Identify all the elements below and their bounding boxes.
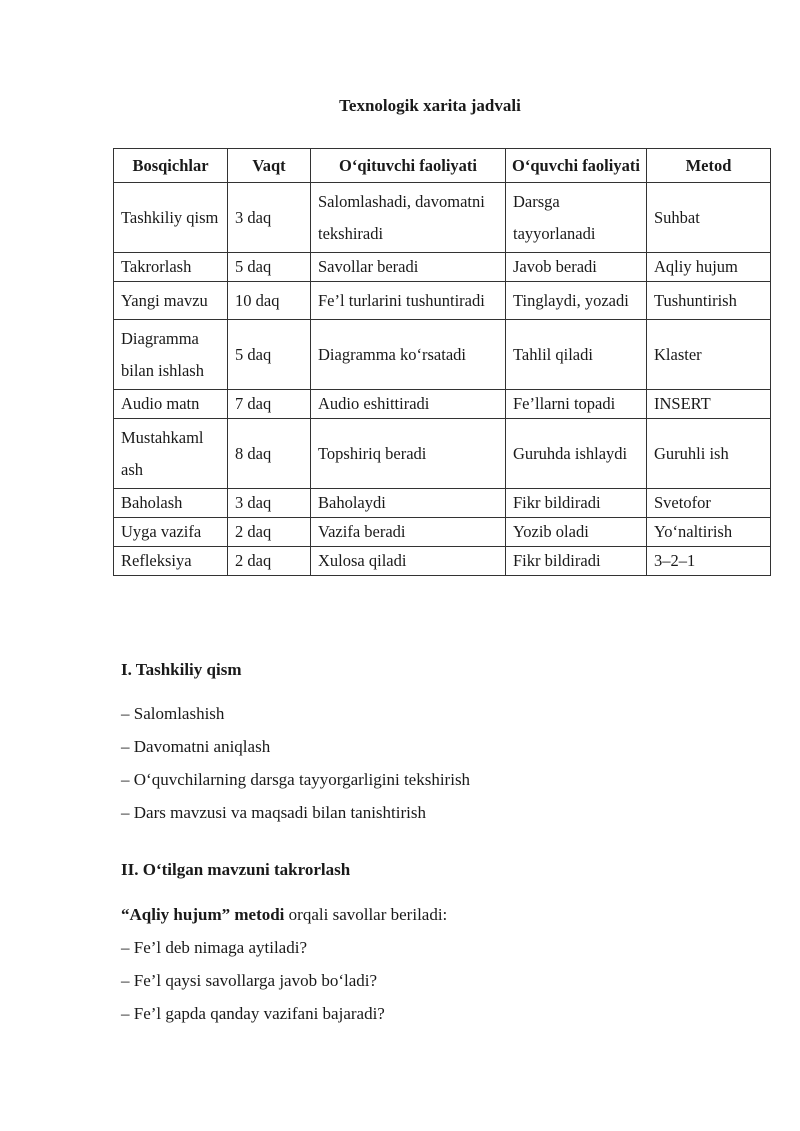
table-cell: Aqliy hujum xyxy=(647,253,771,282)
table-cell: Yangi mavzu xyxy=(114,282,228,320)
table-row xyxy=(114,489,771,518)
table-row xyxy=(114,518,771,547)
list-item: – Fe’l gapda qanday vazifani bajaradi? xyxy=(121,1004,385,1023)
table-row xyxy=(114,253,771,282)
table-header-row xyxy=(114,149,771,183)
list-item: – Davomatni aniqlash xyxy=(121,737,271,756)
table-cell: Salomlashadi, davomatni tekshiradi xyxy=(311,183,506,253)
table-cell: Guruhli ish xyxy=(647,419,771,489)
table-cell: Refleksiya xyxy=(114,547,228,576)
table-cell: Tashkiliy qism xyxy=(114,183,228,253)
table-cell: INSERT xyxy=(647,390,771,419)
table-cell: 5 daq xyxy=(228,320,311,390)
table-row xyxy=(114,320,771,390)
list-item: – Salomlashish xyxy=(121,704,225,723)
table-cell: Tahlil qiladi xyxy=(506,320,647,390)
table-cell: 5 daq xyxy=(228,253,311,282)
table-cell: Yo‘naltirish xyxy=(647,518,771,547)
table-cell: Xulosa qiladi xyxy=(311,547,506,576)
table-cell: Audio matn xyxy=(114,390,228,419)
table-cell: Mustahkaml ash xyxy=(114,419,228,489)
table-cell: 3 daq xyxy=(228,183,311,253)
list-item: – O‘quvchilarning darsga tayyorgarligini tekshirish xyxy=(121,770,471,789)
table-cell: Baholaydi xyxy=(311,489,506,518)
table-cell: Vazifa beradi xyxy=(311,518,506,547)
header-cell: Metod xyxy=(647,149,771,183)
table-cell: Javob beradi xyxy=(506,253,647,282)
intro-line xyxy=(121,898,681,931)
table-cell: Tushuntirish xyxy=(647,282,771,320)
table-cell: Darsga tayyorlanadi xyxy=(506,183,647,253)
bullet-list xyxy=(121,898,681,1030)
method-name: “Aqliy hujum” metodi xyxy=(121,905,285,924)
table-cell: Savollar beradi xyxy=(311,253,506,282)
table-cell: 2 daq xyxy=(228,518,311,547)
table-cell: Audio eshittiradi xyxy=(311,390,506,419)
table-cell: Fikr bildiradi xyxy=(506,547,647,576)
table-cell: 3 daq xyxy=(228,489,311,518)
table-cell: Fikr bildiradi xyxy=(506,489,647,518)
table-cell: 3–2–1 xyxy=(647,547,771,576)
section-heading: I. Tashkiliy qism xyxy=(121,660,242,679)
table-cell: Diagramma bilan ishlash xyxy=(114,320,228,390)
bullet-list xyxy=(121,697,681,829)
table-cell: Baholash xyxy=(114,489,228,518)
table-cell: Takrorlash xyxy=(114,253,228,282)
table-row xyxy=(114,390,771,419)
table-cell: 8 daq xyxy=(228,419,311,489)
table-cell: Tinglaydi, yozadi xyxy=(506,282,647,320)
table-row xyxy=(114,282,771,320)
table-cell: Fe’llarni topadi xyxy=(506,390,647,419)
table-cell: Klaster xyxy=(647,320,771,390)
intro-text: orqali savollar beriladi: xyxy=(284,905,448,924)
table-cell: 10 daq xyxy=(228,282,311,320)
section-organizational xyxy=(121,660,681,829)
table-cell: Fe’l turlarini tushuntiradi xyxy=(311,282,506,320)
table-cell: 7 daq xyxy=(228,390,311,419)
table-row xyxy=(114,547,771,576)
list-item: – Fe’l qaysi savollarga javob bo‘ladi? xyxy=(121,971,378,990)
table-cell: Diagramma ko‘rsatadi xyxy=(311,320,506,390)
table-cell: Svetofor xyxy=(647,489,771,518)
table-cell: Yozib oladi xyxy=(506,518,647,547)
section-review xyxy=(121,860,681,1030)
table-cell: Uyga vazifa xyxy=(114,518,228,547)
table-cell: Suhbat xyxy=(647,183,771,253)
table-row xyxy=(114,419,771,489)
table-cell: Guruhda ishlaydi xyxy=(506,419,647,489)
list-item: – Fe’l deb nimaga aytiladi? xyxy=(121,938,307,957)
header-cell: O‘quvchi faoliyati xyxy=(506,149,647,183)
header-cell: O‘qituvchi faoliyati xyxy=(311,149,506,183)
header-cell: Bosqichlar xyxy=(114,149,228,183)
table-cell: 2 daq xyxy=(228,547,311,576)
list-item: – Dars mavzusi va maqsadi bilan tanishtirish xyxy=(121,803,426,822)
header-cell: Vaqt xyxy=(228,149,311,183)
table-cell: Topshiriq beradi xyxy=(311,419,506,489)
technology-map-table xyxy=(113,148,771,576)
section-heading: II. O‘tilgan mavzuni takrorlash xyxy=(121,860,351,879)
table-row xyxy=(114,183,771,253)
page-title: Texnologik xarita jadvali xyxy=(339,96,521,115)
